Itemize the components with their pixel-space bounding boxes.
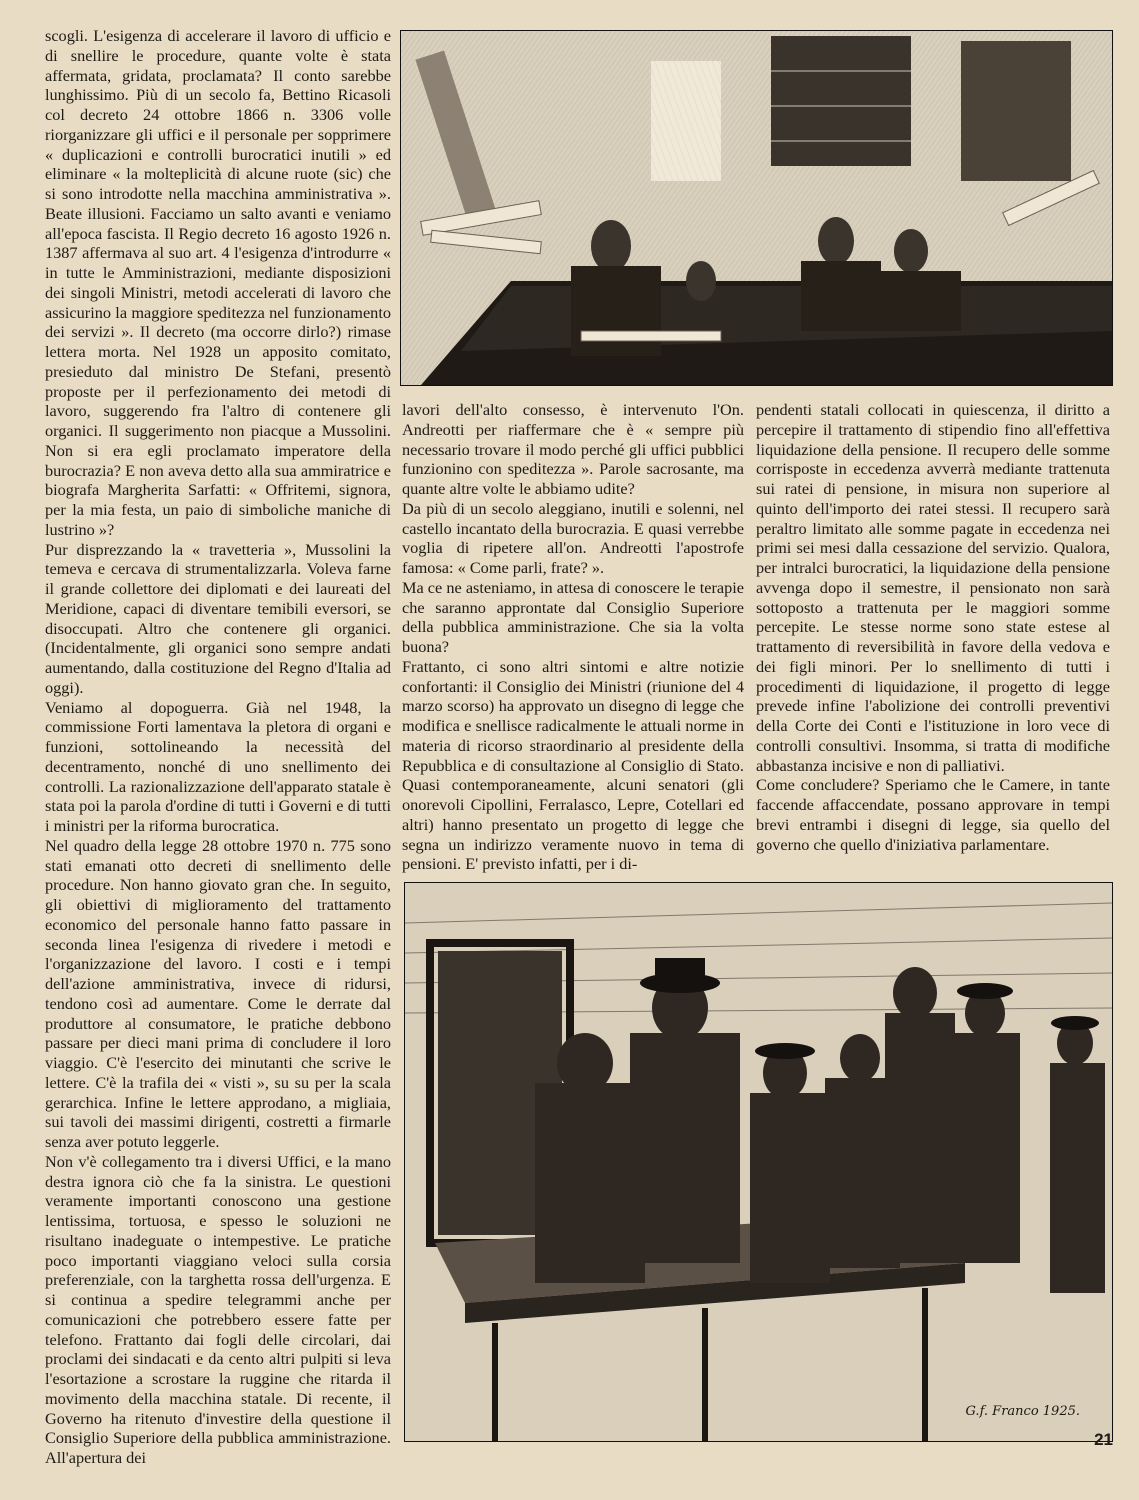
paragraph: Come concludere? Speriamo che le Camere, in tante faccende affaccendate, possano approvare in tempi brevi entrambi i disegni di legge, sia quello del governo che quello d'iniziativa parlamentare. <box>756 775 1110 854</box>
paragraph: Non v'è collegamento tra i diversi Uffici, e la mano destra ignora ciò che fa la sinistra. Le questioni veramente importanti conoscono una gestione lentissima, tortuosa, e spesso le soluzioni ne risultano inadeguate o intempestive. Le pratiche poco importanti viaggiano veloci sulla corsia preferenziale, con la targhetta rossa dell'urgenza. E si continua a spedire telegrammi anche per comunicazioni che potrebbero essere fatte per telefono. Frattanto dai fogli delle circolari, dai proclami dei sindacati e da cento altri pulpiti si leva l'esortazione a scrostare la ruggine che ritarda il movimento della macchina statale. Di recente, il Governo ha ritenuto d'investire della questione il Consiglio Superiore della pubblica amministrazione. All'apertura dei <box>45 1151 391 1467</box>
article-column-2 <box>402 400 744 874</box>
paragraph: Pur disprezzando la « travetteria », Mussolini la temeva e cercava di strumentalizzarla. Voleva farne il grande collettore dei diplomati e dei laureati del Meridione, capaci di diventare temibili eversori, se disoccupati. Altro che contenere gli organici. (Incidentalmente, gli organici sono sempre andati aumentando, dalla costituzione del Regno d'Italia ad oggi). <box>45 539 391 697</box>
paragraph: scogli. L'esigenza di accelerare il lavoro di ufficio e di snellire le procedure, quante volte è stata affermata, gridata, proclamata? Il conto sarebbe lunghissimo. Più di un secolo fa, Bettino Ricasoli col decreto 24 ottobre 1866 n. 3306 volle riorganizzare gli uffici e il personale per sopprimere « duplicazioni e controlli burocratici inutili » ed eliminare « la molteplicità di alcune ruote (sic) che si sono introdotte nella macchina amministrativa ». Beate illusioni. Facciamo un salto avanti e veniamo all'epoca fascista. Il Regio decreto 16 agosto 1926 n. 1387 affermava al suo art. 4 l'esigenza d'introdurre « in tutte le Amministrazioni, mediante disposizioni dei singoli Ministri, metodi accelerati di lavoro che assicurino la maggiore speditezza nel funzionamento dei servizi ». Il decreto (ma occorre dirlo?) rimase lettera morta. Nel 1928 un apposito comitato, presieduto dal ministro De Stefani, presentò proposte per il perfezionamento dei metodi di lavoro, suggerendo fra l'altro di contenere gli organici. Il suggerimento non piacque a Mussolini. Non si era egli proclamato imperatore della burocrazia? E non aveva detto alla sua ammiratrice e biografa Margherita Sarfatti: « Offritemi, signora, per la mia festa, un paio di simboliche maniche di lustrino »? <box>45 26 391 539</box>
office-engraving-illustration <box>400 30 1113 386</box>
page-number: 21 <box>1094 1430 1113 1449</box>
paragraph: Veniamo al dopoguerra. Già nel 1948, la commissione Forti lamentava la pletora di organi e funzioni, sottolineando la necessità del decentramento, nonché di uno snellimento dei controlli. La razionalizzazione dell'apparato statale è stata poi la parola d'ordine di tutti i Governi e di tutti i ministri per la riforma burocratica. <box>45 697 391 835</box>
paragraph: Frattanto, ci sono altri sintomi e altre notizie confortanti: il Consiglio dei Ministri (riunione del 4 marzo scorso) ha approvato un disegno di legge che modifica e snellisce radicalmente le attuali norme in materia di ricorso straordinario al presidente della Repubblica e di consultazione al Consiglio di Stato. Quasi contemporaneamente, alcuni senatori (gli onorevoli Cipollini, Ferralasco, Lepre, Cotellari ed altri) hanno presentato un progetto di legge che segna un indirizzo veramente nuovo in tema di pensioni. E' previsto infatti, per i di- <box>402 656 744 874</box>
queue-at-counter-illustration <box>404 882 1113 1442</box>
paragraph: Ma ce ne asteniamo, in attesa di conoscere le terapie che saranno approntate dal Consiglio Superiore della pubblica amministrazione. Che sia la volta buona? <box>402 577 744 656</box>
paragraph: Da più di un secolo aleggiano, inutili e solenni, nel castello incantato della burocrazia. E quasi verrebbe voglia di ripetere all'on. Andreotti l'apostrofe famosa: « Come parli, frate? ». <box>402 498 744 577</box>
paragraph: Nel quadro della legge 28 ottobre 1970 n. 775 sono stati emanati otto decreti di snellimento delle procedure. Non hanno giovato gran che. In seguito, gli obiettivi di miglioramento del trattamento economico del personale hanno fatto passare in seconda linea l'esigenza di rivedere i metodi e l'organizzazione del lavoro. I costi e i tempi dell'azione amministrativa, invece di ridursi, tendono così ad aumentare. Come le derrate dal produttore al consumatore, le pratiche debbono passare per dieci mani prima di concludere il loro viaggio. C'è l'esercito dei minutanti che scrive le lettere. C'è la trafila dei « visti », su su per la scala gerarchica. Infine le lettere approdano, a migliaia, sui tavoli dei massimi dirigenti, costretti a firmarle senza aver potuto leggerle. <box>45 835 391 1151</box>
paragraph: pendenti statali collocati in quiescenza, il diritto a percepire il trattamento di stipendio fino all'effettiva liquidazione della pensione. Il recupero delle somme corrisposte in eccedenza avverrà mediante trattenuta sui ratei di pensione, in misura non superiore al quinto dell'importo dei ratei stessi. Il recupero sarà peraltro limitato alle somme pagate in eccedenza nei primi sei mesi dalla cessazione del servizio. Qualora, per intralci burocratici, la liquidazione della pensione avvenga dopo il semestre, il pensionato non sarà sottoposto a trattenuta per le maggiori somme percepite. Le stesse norme sono state estese al trattamento di reversibilità in favore della vedova e dei figli minori. Per lo snellimento di tutti i procedimenti di liquidazione, il progetto di legge prevede infine l'abolizione dei controlli preventivi della Corte dei Conti e l'istituzione in loro vece di controlli consultivi. Insomma, si tratta di modifiche abbastanza incisive e non di palliativi. <box>756 400 1110 775</box>
article-column-3 <box>756 400 1110 854</box>
artist-signature: G.f. Franco 1925. <box>965 1404 1080 1419</box>
sketch-drawing <box>405 883 1112 1441</box>
article-column-1 <box>45 26 391 1468</box>
engraving-drawing <box>401 31 1112 385</box>
paragraph: lavori dell'alto consesso, è intervenuto l'On. Andreotti per riaffermare che è « sempre più necessario trovare il modo perché gli uffici pubblici funzionino con speditezza ». Parole sacrosante, ma quante altre volte le abbiamo udite? <box>402 400 744 498</box>
